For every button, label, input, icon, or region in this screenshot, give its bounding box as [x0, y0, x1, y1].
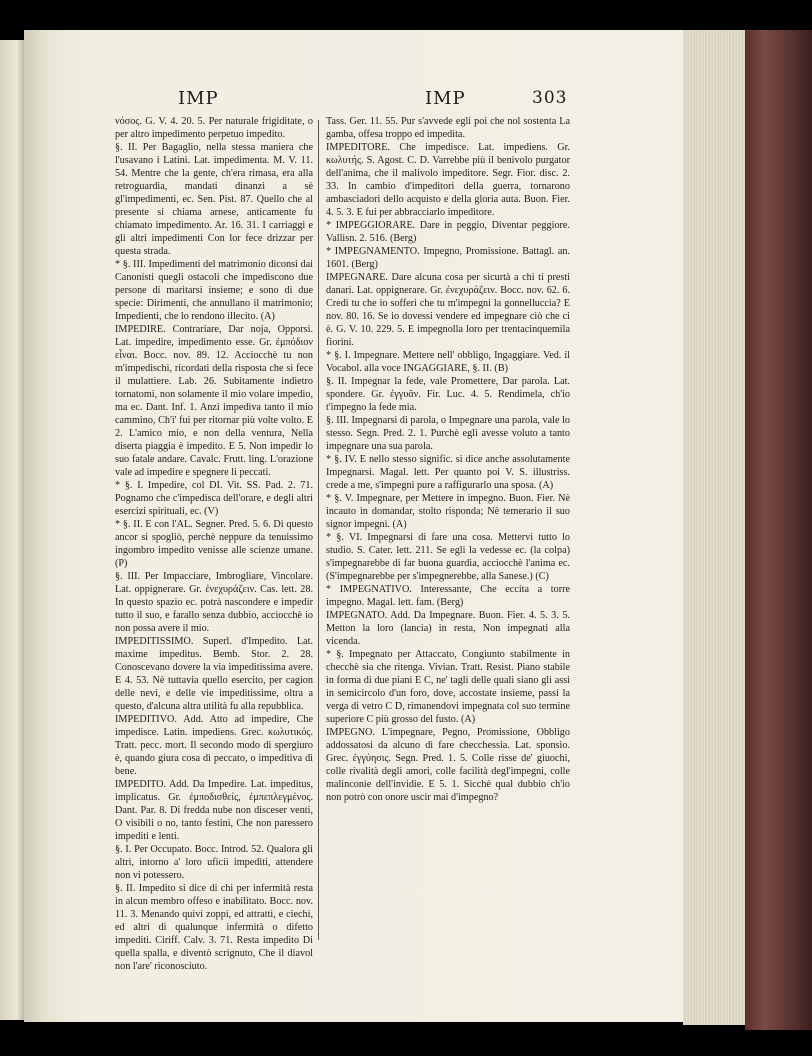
entry-paragraph: * IMPEGGIORARE. Dare in peggio, Diventar peggiore. Vallisn. 2. 516. (Berg) — [326, 220, 570, 244]
entry-paragraph: * §. V. Impegnare, per Mettere in impegno. Buon. Fier. Nè incauto in domandar, stolto risponda; Nè temerario il suo signor impegni. (A) — [326, 493, 570, 530]
entry-paragraph: * §. I. Impedire, col DI. Vit. SS. Pad. 2. 71. Pognamo che c'impedisca dell'orare, e degli altri esercizi spirituali, ec. (V) — [115, 480, 313, 517]
entry-paragraph: IMPEGNATO. Add. Da Impegnare. Buon. Fier. 4. 5. 3. 5. Metton la loro (lancia) in resta, Non impegnati alla vicenda. — [326, 610, 570, 647]
entry-paragraph: * §. I. Impegnare. Mettere nell' obbligo, Ingaggiare. Ved. il Vocabol. alla voce INGAGGIARE, §. II. (B) — [326, 350, 570, 374]
page-number: 303 — [532, 88, 568, 108]
entry-paragraph: IMPEDITISSIMO. Superl. d'Impedito. Lat. maxime impeditus. Bemb. Stor. 2. 28. Conoscevano dovere la via impeditissima avere. E 4. 53. Nè tuttavia quello esercito, per cagion delle nevi, e delle vie impeditissime, oltra a questo, d'alcuna altra utilità fu alla repubblica. — [115, 636, 313, 712]
column-divider — [318, 120, 319, 940]
entry-paragraph: * §. Impegnato per Attaccato, Congiunto stabilmente in checchè sia che ritenga. Vivian. Tratt. Resist. Piano stabile in forma di due piani E C, ne' tagli delle quali siano gli assi in semicircolo d'un foro, dove, accostate insieme, passi la verga di vetro C D, rimanendovi impegnata col suo termine superiore C più grosso del fusto. (A) — [326, 649, 570, 725]
left-column — [115, 115, 313, 973]
book-cover-edge — [745, 30, 812, 1030]
entry-paragraph: §. III. Impegnarsi di parola, o Impegnare una parola, vale lo stesso. Segn. Pred. 2. 1. Purchè egli avesse voluto a tanto impegnare una sua parola. — [326, 415, 570, 452]
entry-paragraph: * §. IV. E nello stesso signific. si dice anche assolutamente Impegnarsi. Magal. lett. Per quanto poi V. S. illustriss. crede a me, s'impegni pure a raffigurarlo una sposa. (A) — [326, 454, 570, 491]
entry-paragraph: * §. II. E con l'AL. Segner. Pred. 5. 6. Di questo ancor si spogliò, perchè neppure da tenuissimo ingombro impedito venisse alle scienze umane. (P) — [115, 519, 313, 569]
entry-paragraph: IMPEDITORE. Che impedisce. Lat. impediens. Gr. κωλυτής. S. Agost. C. D. Varrebbe più il benivolo purgator dell'anima, che il malivolo impeditore. Segr. Fior. disc. 2. 33. In cambio d'impeditori della guerra, tornarono ambasciadori dello acquisto e della gloria auta. Buon. Fier. 4. 5. 3. E fui per abbracciarlo impeditore. — [326, 142, 570, 218]
entry-paragraph: * §. III. Impedimenti del matrimonio diconsi dai Canonisti quegli ostacoli che impediscono due persone di maritarsi insieme; e sono di due specie: Dirimenti, che annullano il matrimonio; Impedienti, che lo rendono illecito. (A) — [115, 259, 313, 322]
entry-paragraph: * §. VI. Impegnarsi di fare una cosa. Mettervi tutto lo studio. S. Cater. lett. 211. Se egli la vedesse ec. (la colpa) s'impegnarebbe di far buona guardia, acciocchè l'anima ec. (S'impegnarebbe per s'impegnerebbe, alla Sanese.) (C) — [326, 532, 570, 582]
entry-paragraph: §. I. Per Occupato. Bocc. Introd. 52. Qualora gli altri, intorno a' loro uficii impediti, attendere non vi potessero. — [115, 844, 313, 881]
entry-paragraph: IMPEDITO. Add. Da Impedire. Lat. impeditus, implicatus. Gr. ἐμποδισθείς, ἐμπεπλεγμένος. Dant. Par. 8. Di fredda nube non disceser venti, O visibili o no, tanto festini, Che non paressero impediti e lenti. — [115, 779, 313, 842]
entry-paragraph: §. II. Per Bagaglio, nella stessa maniera che l'usavano i Latini. Lat. impedimenta. M. V. 11. 54. Mentre che la gente, ch'era rimasa, era alla retroguardia, mandati dinanzi a sè gl'impedimenti, ec. Sen. Pist. 87. Quello che al presente si chiama arnese, anticamente fu chiamato impedimento. Ar. 16. 31. I carriaggi e gli altri impedimenti Con lor fece drizzar per questa strada. — [115, 142, 313, 257]
entry-paragraph: §. II. Impegnar la fede, vale Promettere, Dar parola. Lat. spondere. Gr. ἐγγυᾶν. Fir. Luc. 4. 5. Rendimela, ch'io t'impegno la fede mia. — [326, 376, 570, 413]
entry-paragraph: Tass. Ger. 11. 55. Pur s'avvede egli poi che nol sostenta La gamba, offesa troppo ed impedita. — [326, 116, 570, 140]
entry-paragraph: IMPEDITIVO. Add. Atto ad impedire, Che impedisce. Latin. impediens. Grec. κωλυτικός. Tratt. pecc. mort. Il secondo modo di spergiuro è, quando giura cosa di peccato, o impeditiva di bene. — [115, 714, 313, 777]
running-head-right: IMP — [425, 88, 466, 109]
entry-paragraph: * IMPEGNAMENTO. Impegno, Promissione. Battagl. an. 1601. (Berg) — [326, 246, 570, 270]
entry-paragraph: IMPEGNARE. Dare alcuna cosa per sicurtà a chi ti presti danari. Lat. oppignerare. Gr. ἐνεχυράζειν. Bocc. nov. 62. 6. Credi tu che io sofferi che tu m'impegni la gonnelluccia? E nov. 80. 16. Se io dovessi vendere ed impegnare ciò che ci è. G. V. 10. 229. 5. E impegnolla loro per trentacinquemila fiorini. — [326, 272, 570, 348]
entry-paragraph: IMPEDIRE. Contrariare, Dar noja, Opporsi. Lat. impedire, impedimento esse. Gr. ἐμπόδιον εἶναι. Bocc. nov. 89. 12. Acciocchè tu non m'impedischi, ricordati della risposta che si fece il mulattiere. Lab. 26. Subitamente indietro tornatomi, non solamente il mio volare impedio, ma ec. Dant. Inf. 1. Anzi impediva tanto il mio cammino, Ch'i' fui per ritornar più volte volto. E 2. L'amico mio, e non della ventura, Nella diserta piaggia è impedito. E 5. Non impedir lo suo fatale andare. Cavalc. Frutt. ling. L'orazione vale ad impedire e spegnere li peccati. — [115, 324, 313, 478]
entry-paragraph: * IMPEGNATIVO. Interessante, Che eccita a torre impegno. Magal. lett. fam. (Berg) — [326, 584, 570, 608]
entry-paragraph: §. III. Per Impacciare, Imbrogliare, Vincolare. Lat. oppignerare. Gr. ἐνεχυράζειν. Cas. lett. 28. In questo spazio ec. potrà nascondere e impedir tutto il suo, e farallo senza dubbio, acciocchè io non possa avere il mio. — [115, 571, 313, 634]
previous-page-edge — [0, 40, 24, 1020]
entry-paragraph: νόσος. G. V. 4. 20. 5. Per naturale frigiditate, o per altro impedimento perpetuo impedito. — [115, 116, 313, 140]
entry-paragraph: §. II. Impedito si dice di chi per infermità resta in alcun membro offeso e inabilitato. Bocc. nov. 11. 3. Menando quivi zoppi, ed attratti, e ciechi, ed altri di qualunque infermità o difetto impediti. Ciriff. Calv. 3. 71. Resta impedito Di quella spalla, e diventò scrignuto, Che il diavol non l'are' riconosciuto. — [115, 883, 313, 972]
running-head-left: IMP — [178, 88, 219, 109]
right-column — [326, 115, 570, 804]
page-block-edges — [683, 30, 753, 1025]
entry-paragraph: IMPEGNO. L'impegnare, Pegno, Promissione, Obbligo addossatosi da alcuno di fare checchessia. Lat. sponsio. Grec. ἐγγύησις. Segn. Pred. 1. 5. Colle risse de' giuochi, colle rivalità degli amori, colle facilità degl'impegni, colle malinconie dell'invidie. E 5. 1. Sicchè qual dubbio ch'io non potrò con onore uscir mai d'impegno? — [326, 727, 570, 803]
